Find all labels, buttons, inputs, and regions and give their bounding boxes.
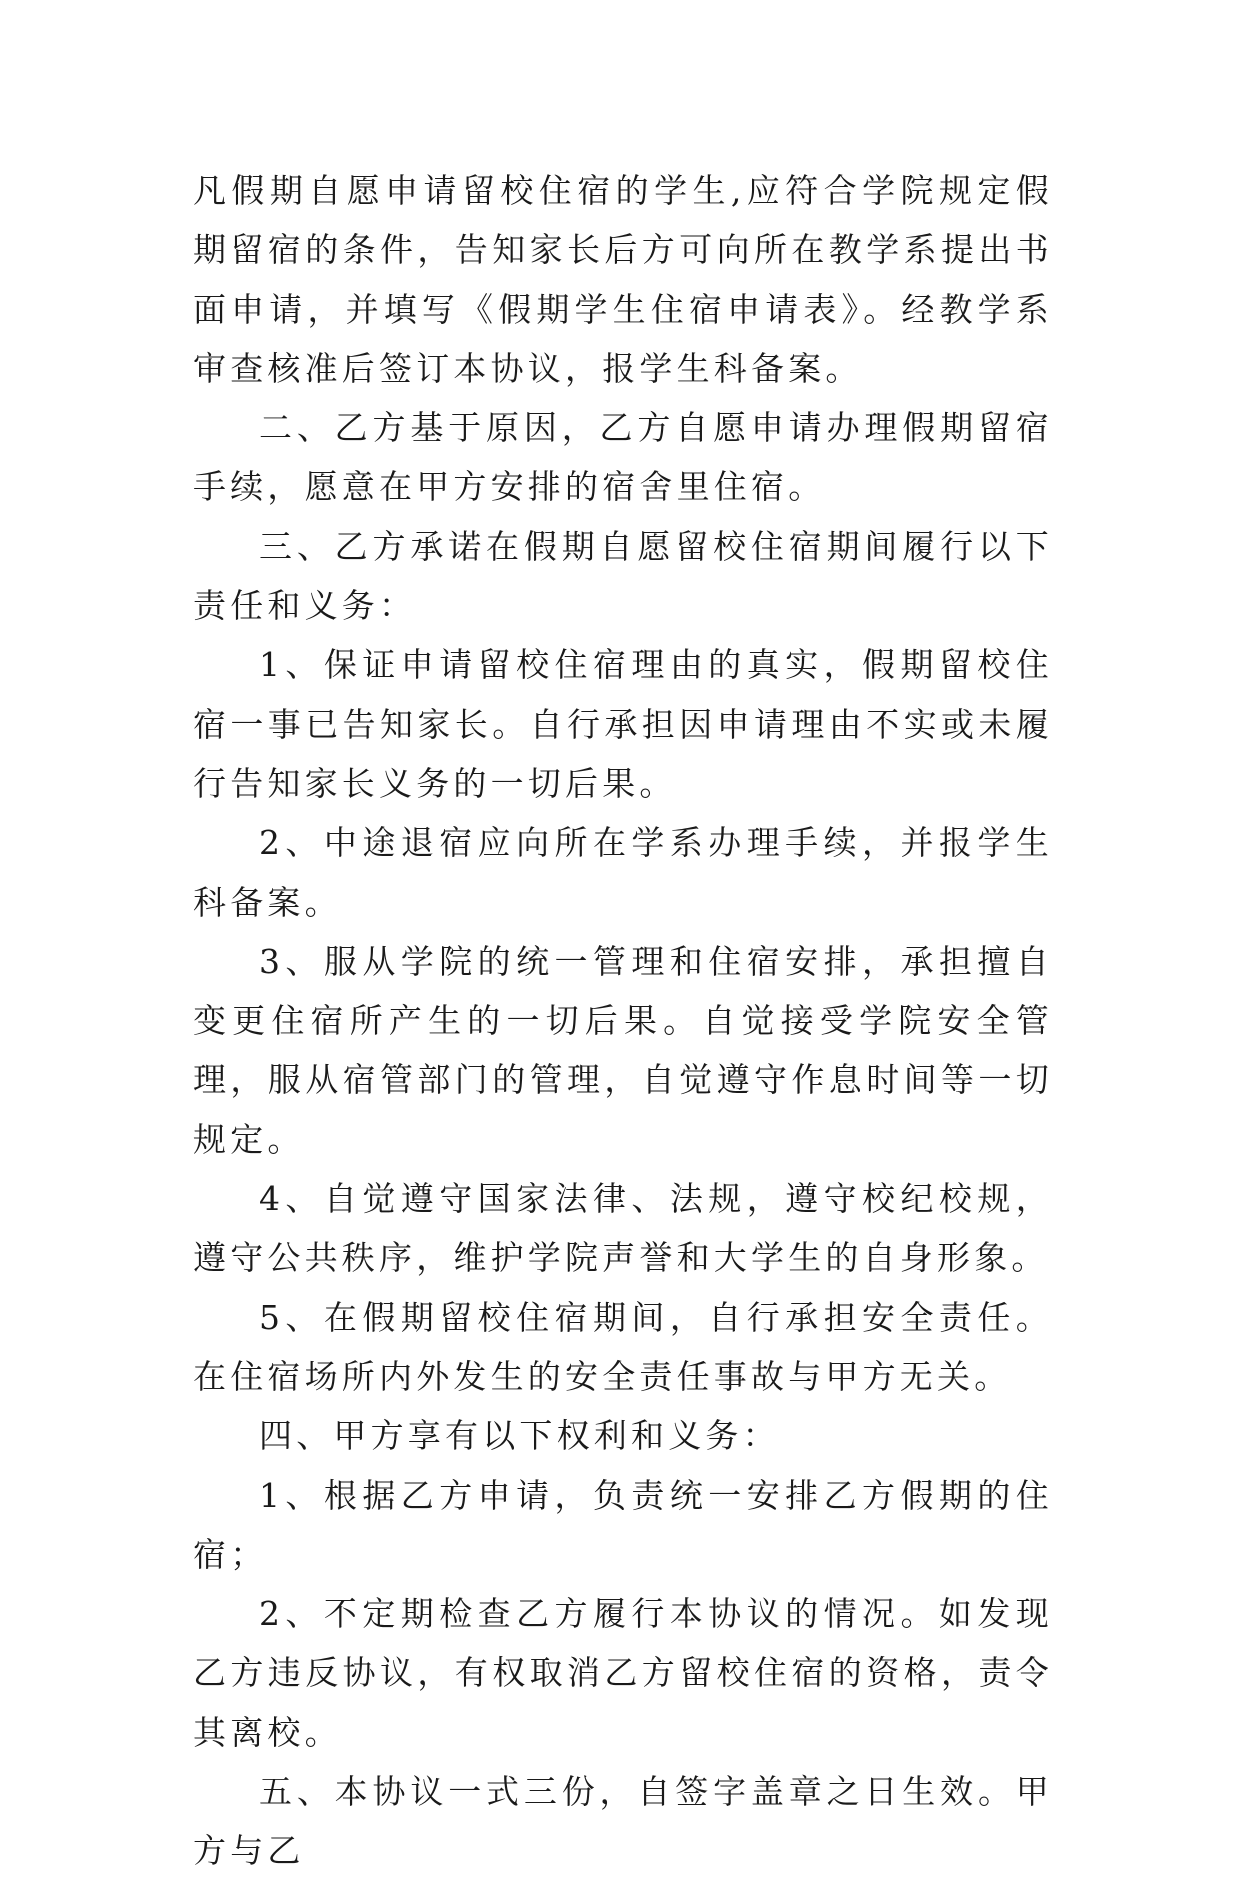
paragraph-clause-three-item-2: 2、中途退宿应向所在学系办理手续，并报学生科备案。 — [193, 823, 1053, 922]
paragraph-clause-three-item-5: 5、在假期留校住宿期间，自行承担安全责任。在住宿场所内外发生的安全责任事故与甲方无关。 — [193, 1297, 1053, 1396]
paragraph-clause-three-item-1: 1、保证申请留校住宿理由的真实，假期留校住宿一事已告知家长。自行承担因申请理由不实或未履行告知家长义务的一切后果。 — [193, 645, 1053, 803]
paragraph-clause-five: 五、本协议一式三份，自签字盖章之日生效。甲方与乙 — [193, 1772, 1053, 1871]
paragraph-clause-three-item-3: 3、服从学院的统一管理和住宿安排，承担擅自变更住宿所产生的一切后果。自觉接受学院安全管理，服从宿管部门的管理，自觉遵守作息时间等一切规定。 — [193, 941, 1053, 1159]
paragraph-clause-three-item-4: 4、自觉遵守国家法律、法规，遵守校纪校规，遵守公共秩序，维护学院声誉和大学生的自身形象。 — [193, 1179, 1053, 1278]
paragraph-clause-three: 三、乙方承诺在假期自愿留校住宿期间履行以下责任和义务： — [193, 526, 1053, 626]
document-body — [193, 161, 1053, 1881]
paragraph-clause-four-item-1: 1、根据乙方申请，负责统一安排乙方假期的住宿； — [193, 1475, 1053, 1574]
paragraph-clause-four-item-2: 2、不定期检查乙方履行本协议的情况。如发现乙方违反协议，有权取消乙方留校住宿的资格，责令其离校。 — [193, 1594, 1053, 1752]
paragraph-clause-four: 四、甲方享有以下权利和义务： — [259, 1416, 780, 1456]
paragraph-application-conditions: 凡假期自愿申请留校住宿的学生,应符合学院规定假期留宿的条件，告知家长后方可向所在教学系提出书面申请，并填写《假期学生住宿申请表》。经教学系审查核准后签订本协议，报学生科备案。 — [193, 171, 1053, 388]
paragraph-clause-two: 二、乙方基于原因，乙方自愿申请办理假期留宿手续，愿意在甲方安排的宿舍里住宿。 — [193, 408, 1053, 507]
